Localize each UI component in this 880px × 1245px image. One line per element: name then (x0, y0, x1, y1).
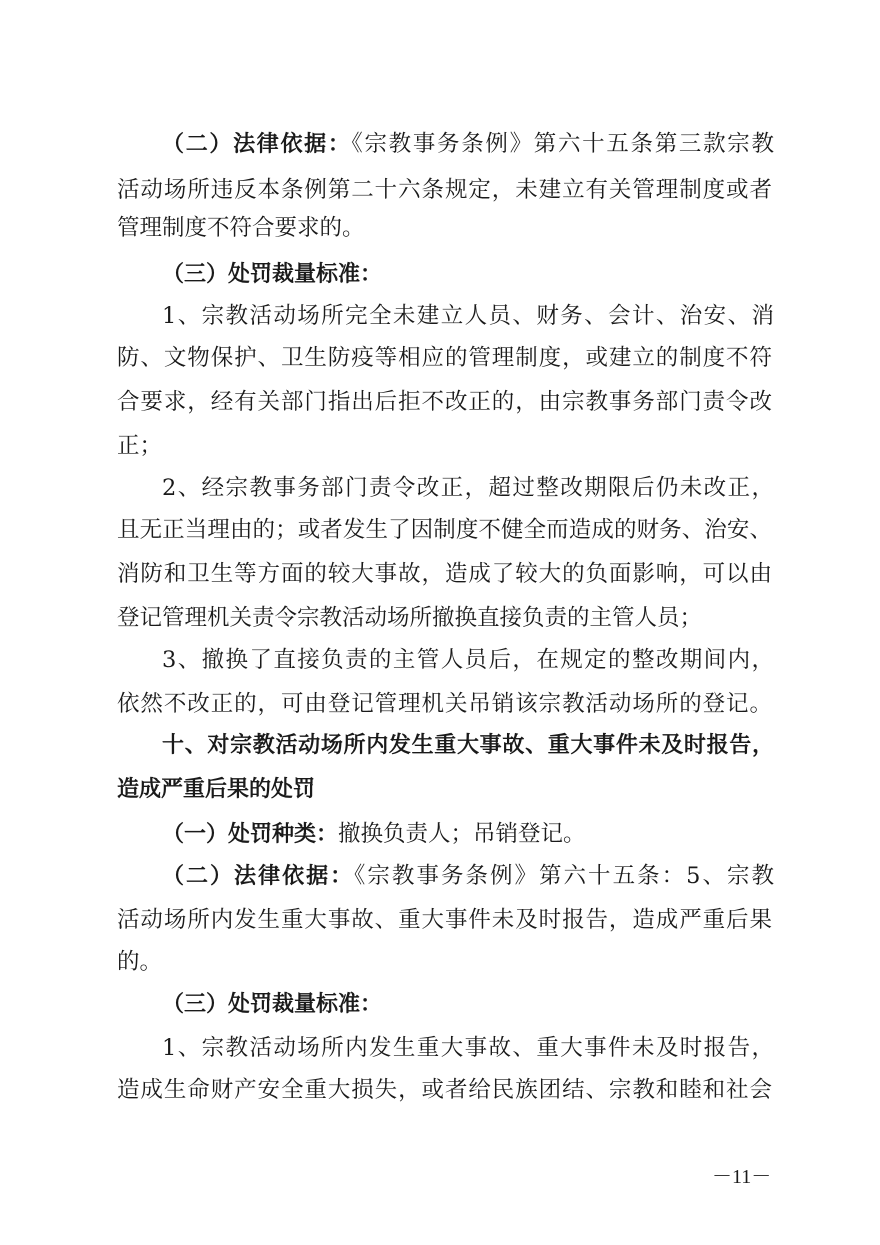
heading-penalty-standard: （三）处罚裁量标准： (162, 262, 383, 287)
standard-2-line-1: 2、经宗教事务部门责令改正，超过整改期限后仍未改正， (162, 475, 774, 501)
page-number: －11－ (712, 1166, 772, 1188)
legal-basis-2-line-3: 的。 (117, 949, 163, 975)
penalty-type: （一）处罚种类：撤换负责人；吊销登记。 (162, 821, 586, 847)
standard-1-line-1: 1、宗教活动场所完全未建立人员、财务、会计、治安、消 (162, 303, 774, 329)
legal-basis-2-line-2: 活动场所内发生重大事故、重大事件未及时报告，造成严重后果 (117, 907, 772, 933)
standard-4-line-1: 1、宗教活动场所内发生重大事故、重大事件未及时报告， (162, 1035, 774, 1061)
standard-1-line-4: 正； (117, 433, 163, 459)
standard-3-line-1: 3、撤换了直接负责的主管人员后，在规定的整改期间内， (162, 647, 774, 673)
section-ten-title-line-2: 造成严重后果的处罚 (117, 777, 316, 802)
standard-1-line-3: 合要求，经有关部门指出后拒不改正的，由宗教事务部门责令改 (117, 389, 772, 415)
heading-penalty-standard-2: （三）处罚裁量标准： (162, 992, 383, 1017)
legal-basis-label: （二）法律依据： (162, 132, 352, 157)
legal-basis-line-3: 管理制度不符合要求的。 (117, 215, 365, 241)
section-ten-title-line-1: 十、对宗教活动场所内发生重大事故、重大事件未及时报告， (162, 733, 774, 758)
standard-2-line-2: 且无正当理由的；或者发生了因制度不健全而造成的财务、治安、 (117, 517, 772, 543)
standard-3-line-2: 依然不改正的，可由登记管理机关吊销该宗教活动场所的登记。 (117, 691, 772, 717)
standard-4-line-2: 造成生命财产安全重大损失，或者给民族团结、宗教和睦和社会 (117, 1077, 772, 1103)
legal-basis-line-2: 活动场所违反本条例第二十六条规定，未建立有关管理制度或者 (117, 177, 772, 203)
penalty-type-label: （一）处罚种类： (162, 822, 339, 847)
legal-basis-line-1: （二）法律依据：《宗教事务条例》第六十五条第三款宗教 (162, 131, 774, 157)
legal-basis-2-label: （二）法律依据： (162, 864, 355, 889)
standard-1-line-2: 防、文物保护、卫生防疫等相应的管理制度，或建立的制度不符 (117, 345, 772, 371)
standard-2-line-4: 登记管理机关责令宗教活动场所撤换直接负责的主管人员； (117, 605, 703, 631)
legal-basis-2-line-1: （二）法律依据：《宗教事务条例》第六十五条：5、宗教 (162, 863, 774, 889)
standard-2-line-3: 消防和卫生等方面的较大事故，造成了较大的负面影响，可以由 (117, 561, 772, 587)
